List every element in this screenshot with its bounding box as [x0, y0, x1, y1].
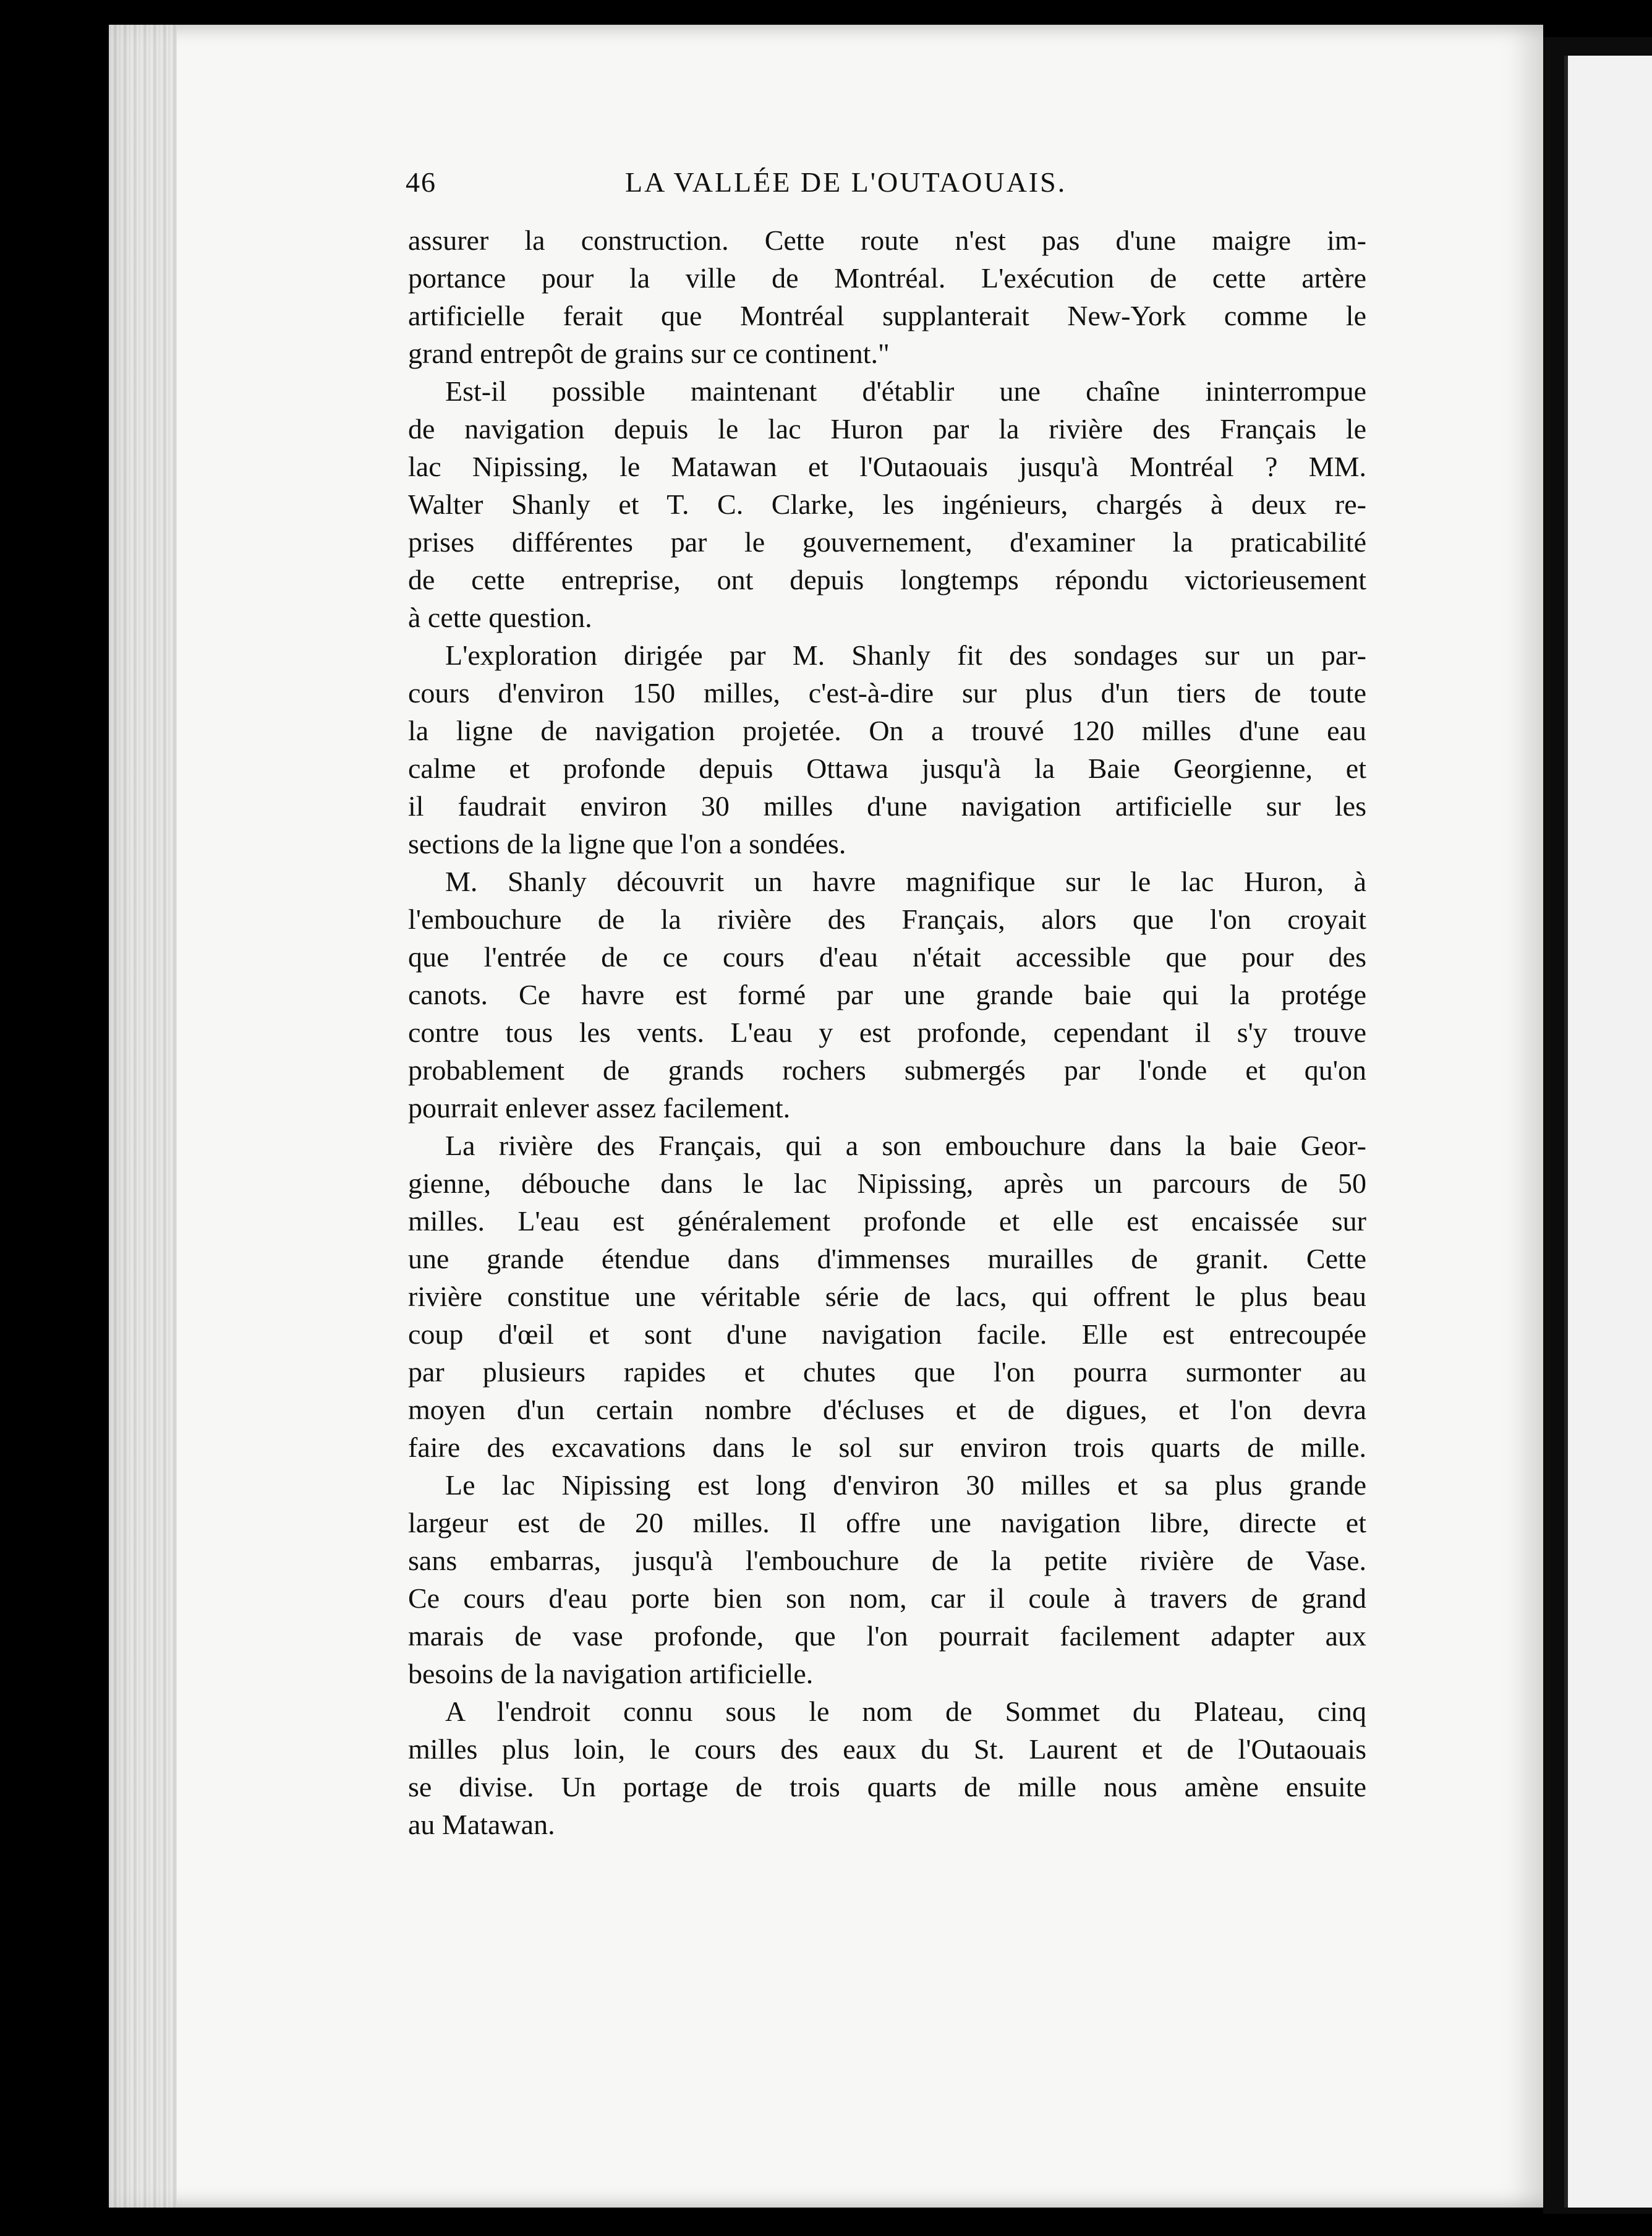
text-line: coup d'œil et sont d'une navigation facile. Elle est entrecoupée — [408, 1318, 1366, 1350]
text-line: de cette entreprise, ont depuis longtemps répondu victorieusement — [408, 564, 1366, 595]
text-line: probablement de grands rochers submergés par l'onde et qu'on — [408, 1054, 1366, 1086]
text-line: calme et profonde depuis Ottawa jusqu'à la Baie Georgienne, et — [408, 753, 1366, 784]
text-line: que l'entrée de ce cours d'eau n'était accessible que pour des — [408, 941, 1366, 973]
text-line: contre tous les vents. L'eau y est profonde, cependant il s'y trouve — [408, 1017, 1366, 1048]
text-line: grand entrepôt de grains sur ce continent." — [408, 338, 890, 369]
text-line: pourrait enlever assez facilement. — [408, 1092, 791, 1124]
page-edge-shading — [109, 25, 177, 2208]
text-line: assurer la construction. Cette route n'est pas d'une maigre im- — [408, 224, 1366, 256]
text-line: canots. Ce havre est formé par une grande baie qui la protége — [408, 979, 1366, 1010]
text-line: cours d'environ 150 milles, c'est-à-dire sur plus d'un tiers de toute — [408, 677, 1366, 709]
text-line: Ce cours d'eau porte bien son nom, car il coule à travers de grand — [408, 1582, 1366, 1614]
page-header — [406, 166, 1345, 215]
text-line: Walter Shanly et T. C. Clarke, les ingénieurs, chargés à deux re- — [408, 489, 1366, 520]
text-line: la ligne de navigation projetée. On a trouvé 120 milles d'une eau — [408, 715, 1366, 746]
text-line: Est-il possible maintenant d'établir une chaîne ininterrompue — [445, 375, 1366, 407]
text-line: La rivière des Français, qui a son embouchure dans la baie Geor- — [445, 1130, 1366, 1161]
text-line: gienne, débouche dans le lac Nipissing, après un parcours de 50 — [408, 1167, 1366, 1199]
text-line: il faudrait environ 30 milles d'une navigation artificielle sur les — [408, 790, 1366, 822]
body-text — [408, 221, 1366, 1843]
running-title: LA VALLÉE DE L'OUTAOUAIS. — [625, 166, 1067, 198]
text-line: portance pour la ville de Montréal. L'exécution de cette artère — [408, 262, 1366, 294]
text-line: faire des excavations dans le sol sur environ trois quarts de mille. — [408, 1432, 1366, 1463]
text-line: moyen d'un certain nombre d'écluses et de digues, et l'on devra — [408, 1394, 1366, 1425]
text-line: milles. L'eau est généralement profonde et elle est encaissée sur — [408, 1205, 1366, 1237]
text-line: besoins de la navigation artificielle. — [408, 1658, 814, 1689]
text-line: M. Shanly découvrit un havre magnifique sur le lac Huron, à — [445, 866, 1366, 897]
text-line: se divise. Un portage de trois quarts de mille nous amène ensuite — [408, 1771, 1366, 1803]
text-line: milles plus loin, le cours des eaux du St. Laurent et de l'Outaouais — [408, 1733, 1366, 1765]
text-line: L'exploration dirigée par M. Shanly fit des sondages sur un par- — [445, 639, 1366, 671]
text-line: une grande étendue dans d'immenses murailles de granit. Cette — [408, 1243, 1366, 1274]
text-line: de navigation depuis le lac Huron par la rivière des Français le — [408, 413, 1366, 445]
text-line: par plusieurs rapides et chutes que l'on pourra surmonter au — [408, 1356, 1366, 1388]
text-line: A l'endroit connu sous le nom de Sommet du Plateau, cinq — [445, 1696, 1366, 1727]
text-line: Le lac Nipissing est long d'environ 30 milles et sa plus grande — [445, 1469, 1366, 1501]
text-line: sans embarras, jusqu'à l'embouchure de la petite rivière de Vase. — [408, 1545, 1366, 1576]
text-line: au Matawan. — [408, 1809, 555, 1840]
text-line: à cette question. — [408, 602, 592, 633]
text-line: lac Nipissing, le Matawan et l'Outaouais jusqu'à Montréal ? MM. — [408, 451, 1366, 482]
text-line: prises différentes par le gouvernement, d'examiner la praticabilité — [408, 526, 1366, 558]
page-number: 46 — [406, 166, 436, 198]
text-line: marais de vase profonde, que l'on pourrait facilement adapter aux — [408, 1620, 1366, 1652]
text-line: sections de la ligne que l'on a sondées. — [408, 828, 846, 860]
facing-page-edge — [1564, 56, 1652, 2208]
text-line: largeur est de 20 milles. Il offre une navigation libre, directe et — [408, 1507, 1366, 1538]
text-line: artificielle ferait que Montréal supplanterait New-York comme le — [408, 300, 1366, 331]
text-line: l'embouchure de la rivière des Français, alors que l'on croyait — [408, 903, 1366, 935]
text-line: rivière constitue une véritable série de lacs, qui offrent le plus beau — [408, 1281, 1366, 1312]
